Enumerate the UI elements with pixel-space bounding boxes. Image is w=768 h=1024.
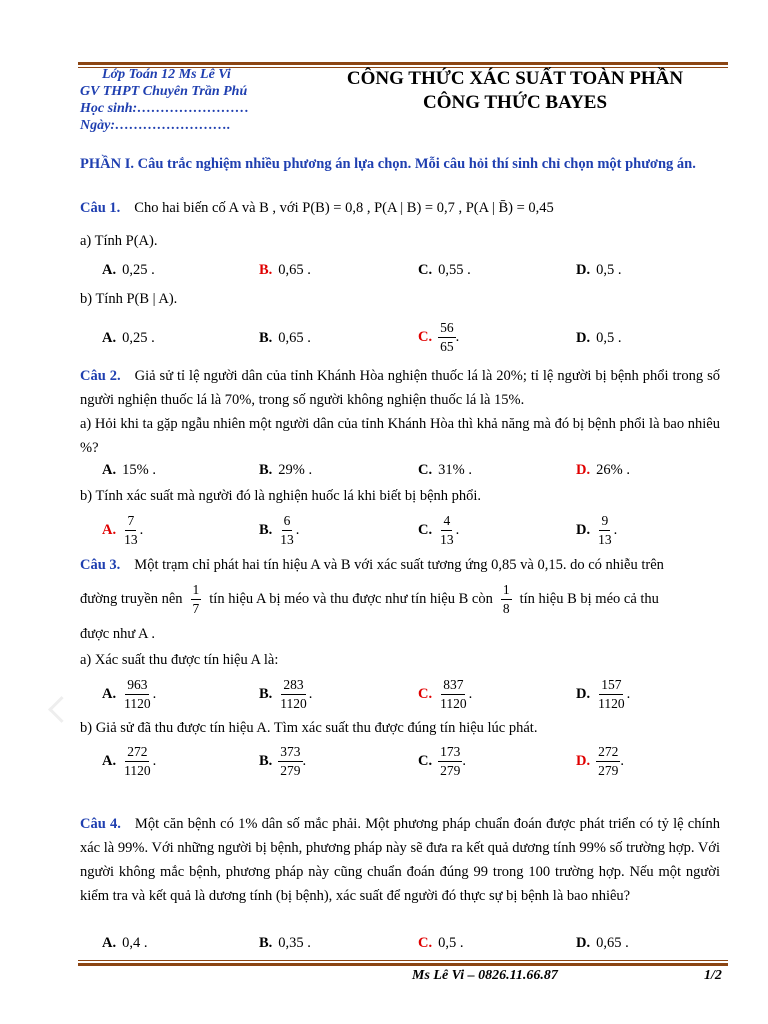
q3-line1: Một trạm chỉ phát hai tín hiệu A và B với xác suất tương ứng 0,85 và 0,15. do có nhiễu trên xyxy=(134,557,664,573)
numerator: 4 xyxy=(441,513,452,531)
top-rule-thick xyxy=(78,62,728,65)
option-value: 0,65 . xyxy=(278,330,311,346)
q1a-option-a[interactable] xyxy=(102,262,155,279)
numerator: 1 xyxy=(191,582,202,600)
q2a-option-a[interactable] xyxy=(102,462,156,479)
q3a-option-c[interactable]: C. $\frac{837}{1120}$ . xyxy=(418,677,473,711)
denominator: 13 xyxy=(280,532,294,547)
q2-stem xyxy=(80,364,720,412)
q3a-option-b[interactable]: B. $\frac{283}{1120}$ . xyxy=(259,677,313,711)
denominator: 1120 xyxy=(280,696,307,711)
letter: B. xyxy=(259,330,273,346)
q4-option-c[interactable] xyxy=(418,935,463,952)
q2b-option-a[interactable]: A. $\frac{7}{13}$ . xyxy=(102,513,144,547)
fraction xyxy=(596,677,627,712)
letter: B. xyxy=(259,753,273,769)
letter: D. xyxy=(576,462,591,478)
fraction xyxy=(122,677,153,712)
letter: D. xyxy=(576,935,591,951)
q4-text: Một căn bệnh có 1% dân số mắc phải. Một phương pháp chuẩn đoán được phát triển có tỷ lệ chính xác là 99%. Với những người bị bệnh, phương pháp này sẽ đưa ra kết quả dương tính 99% số trường hợp. Với người không mắc bệnh, phương pháp này cũng chuẩn đoán đúng 99 trong 100 trường hợp. Nếu một người kiểm tra và kết quả là dương tính (bị bệnh), xác suất để người đó thực sự bị bệnh là bao nhiêu? xyxy=(80,816,720,904)
option-value: 0,35 . xyxy=(278,935,311,951)
q4-option-a[interactable] xyxy=(102,935,147,952)
footer-author: Ms Lê Vi – 0826.11.66.87 xyxy=(412,968,558,983)
q4-option-b[interactable] xyxy=(259,935,311,952)
option-value: 0,25 . xyxy=(122,330,155,346)
q2-text: Giả sử tỉ lệ người dân của tỉnh Khánh Hòa nghiện thuốc lá là 20%; tỉ lệ người bị bệnh phổi trong số người nghiện thuốc lá là 70%, trong số người không nghiện thuốc lá là 15%. xyxy=(80,368,720,408)
q1b-option-d[interactable] xyxy=(576,330,621,347)
q1-stem xyxy=(80,200,554,217)
q2b-prompt: b) Tính xác suất mà người đó là nghiện huốc lá khi biết bị bệnh phổi. xyxy=(80,488,482,504)
fraction xyxy=(278,744,302,779)
numerator: 56 xyxy=(438,320,456,338)
denominator: 13 xyxy=(124,532,138,547)
q2a-prompt: a) Hỏi khi ta gặp ngẫu nhiên một người dân của tỉnh Khánh Hòa thì khả năng mà đó bị bệnh phổi là bao nhiêu %? xyxy=(80,416,720,456)
letter: A. xyxy=(102,330,117,346)
letter: C. xyxy=(418,522,433,538)
q1-text: Cho hai biến cố A và B , với P(B) = 0,8 , P(A | B) = 0,7 , P(A | B̄) = 0,45 xyxy=(134,200,554,216)
letter: A. xyxy=(102,462,117,478)
class-line: Lớp Toán 12 Ms Lê Vi xyxy=(102,67,231,82)
denominator: 279 xyxy=(598,763,619,778)
fraction xyxy=(596,513,614,548)
fraction xyxy=(596,744,620,779)
numerator: 157 xyxy=(599,677,623,695)
q1b-option-b[interactable] xyxy=(259,330,311,347)
letter: D. xyxy=(576,330,591,346)
q3-stem-line3: được như A . xyxy=(80,626,155,642)
fraction-one-eighth xyxy=(501,582,512,617)
q1a-prompt: a) Tính P(A). xyxy=(80,233,158,249)
numerator: 9 xyxy=(599,513,610,531)
fraction xyxy=(122,744,153,779)
title-line-1: CÔNG THỨC XÁC SUẤT TOÀN PHẦN xyxy=(346,68,684,89)
letter: C. xyxy=(418,686,433,702)
letter: B. xyxy=(259,262,273,278)
letter: B. xyxy=(259,462,273,478)
q3b-option-d[interactable]: D. $\frac{272}{279}$ . xyxy=(576,744,624,778)
q3b-prompt: b) Giả sử đã thu được tín hiệu A. Tìm xác suất thu được đúng tín hiệu lúc phát. xyxy=(80,720,538,736)
letter: C. xyxy=(418,462,433,478)
option-value: 0,5 . xyxy=(596,262,622,278)
denominator: 279 xyxy=(280,763,301,778)
watermark-mark xyxy=(48,696,75,723)
date-line: Ngày:……………………. xyxy=(80,118,231,133)
fraction xyxy=(278,677,309,712)
letter: A. xyxy=(102,522,117,538)
q1a-option-c[interactable] xyxy=(418,262,471,279)
numerator: 7 xyxy=(125,513,136,531)
q2-label: Câu 2. xyxy=(80,368,121,384)
numerator: 173 xyxy=(438,744,462,762)
letter: B. xyxy=(259,686,273,702)
letter: B. xyxy=(259,522,273,538)
bottom-rule-thin xyxy=(78,960,728,961)
fraction xyxy=(438,744,462,779)
fraction xyxy=(438,677,469,712)
fraction-one-seventh xyxy=(191,582,202,617)
q1a-option-d[interactable] xyxy=(576,262,621,279)
numerator: 272 xyxy=(125,744,149,762)
q3-label: Câu 3. xyxy=(80,557,121,573)
student-line: Học sinh:…………………… xyxy=(80,101,250,116)
letter: A. xyxy=(102,262,117,278)
option-value: 0,65 . xyxy=(278,262,311,278)
letter: C. xyxy=(418,753,433,769)
q1b-option-a[interactable] xyxy=(102,330,155,347)
numerator: 837 xyxy=(441,677,465,695)
numerator: 283 xyxy=(281,677,305,695)
q2b-option-d[interactable]: D. $\frac{9}{13}$ . xyxy=(576,513,618,547)
q2a-option-b[interactable] xyxy=(259,462,312,479)
q4-option-d[interactable] xyxy=(576,935,629,952)
numerator: 1 xyxy=(501,582,512,600)
letter: A. xyxy=(102,753,117,769)
denominator: 8 xyxy=(502,601,510,616)
letter: A. xyxy=(102,935,117,951)
option-value: 0,4 . xyxy=(122,935,148,951)
q3-line2c: tín hiệu B bị méo cả thu xyxy=(519,591,659,607)
letter: C. xyxy=(418,935,433,951)
numerator: 272 xyxy=(596,744,620,762)
q3-line2b: tín hiệu A bị méo và thu được như tín hiệu B còn xyxy=(209,591,493,607)
q2b-option-b[interactable]: B. $\frac{6}{13}$ . xyxy=(259,513,300,547)
denominator: 1120 xyxy=(598,696,625,711)
q1-label: Câu 1. xyxy=(80,200,121,216)
numerator: 6 xyxy=(282,513,293,531)
q2a-option-c[interactable] xyxy=(418,462,472,479)
letter: B. xyxy=(259,935,273,951)
q3-stem-line2 xyxy=(80,582,659,617)
option-value: 0,55 . xyxy=(438,262,471,278)
numerator: 963 xyxy=(125,677,149,695)
q3-line2a: đường truyền nên xyxy=(80,591,183,607)
numerator: 373 xyxy=(278,744,302,762)
header-info xyxy=(80,66,300,134)
denominator: 279 xyxy=(440,763,461,778)
option-value: 0,5 . xyxy=(438,935,464,951)
q3a-option-d[interactable]: D. $\frac{157}{1120}$ . xyxy=(576,677,631,711)
letter: C. xyxy=(418,329,433,345)
option-value: 0,5 . xyxy=(596,330,622,346)
denominator: 1120 xyxy=(124,696,151,711)
denominator: 1120 xyxy=(124,763,151,778)
footer-page: 1/2 xyxy=(704,968,722,983)
q4-stem xyxy=(80,812,720,908)
fraction xyxy=(122,513,140,548)
section-heading: PHẦN I. Câu trắc nghiệm nhiều phương án lựa chọn. Mỗi câu hỏi thí sinh chỉ chọn một phương án. xyxy=(80,156,696,172)
letter: D. xyxy=(576,522,591,538)
denominator: 1120 xyxy=(440,696,467,711)
option-value: 0,25 . xyxy=(122,262,155,278)
option-value: 29% . xyxy=(278,462,313,478)
letter: A. xyxy=(102,686,117,702)
denominator: 13 xyxy=(440,532,454,547)
q3b-option-b[interactable]: B. $\frac{373}{279}$ . xyxy=(259,744,307,778)
letter: D. xyxy=(576,753,591,769)
q3-stem-line1 xyxy=(80,557,664,574)
denominator: 65 xyxy=(440,339,454,354)
letter: D. xyxy=(576,686,591,702)
q3a-prompt: a) Xác suất thu được tín hiệu A là: xyxy=(80,652,279,668)
q1a-option-b[interactable] xyxy=(259,262,311,279)
q1b-prompt: b) Tính P(B | A). xyxy=(80,291,178,307)
q1b-option-c[interactable]: C. $\frac{56}{65}$ . xyxy=(418,320,460,354)
option-value: 31% . xyxy=(438,462,472,478)
option-value: 26% . xyxy=(596,462,630,478)
q3b-option-a[interactable]: A. $\frac{272}{1120}$ . xyxy=(102,744,157,778)
bottom-rule-thick xyxy=(78,963,728,966)
option-value: 15% . xyxy=(122,462,156,478)
school-line: GV THPT Chuyên Trần Phú xyxy=(80,84,248,99)
q3b-option-c[interactable]: C. $\frac{173}{279}$ . xyxy=(418,744,466,778)
fraction xyxy=(438,513,456,548)
option-value: 0,65 . xyxy=(596,935,629,951)
letter: D. xyxy=(576,262,591,278)
q3a-option-a[interactable]: A. $\frac{963}{1120}$ . xyxy=(102,677,157,711)
denominator: 13 xyxy=(598,532,612,547)
letter: C. xyxy=(418,262,433,278)
q2b-option-c[interactable]: C. $\frac{4}{13}$ . xyxy=(418,513,460,547)
title-line-2: CÔNG THỨC BAYES xyxy=(422,92,608,113)
q4-label: Câu 4. xyxy=(80,816,121,832)
fraction xyxy=(278,513,296,548)
fraction xyxy=(438,320,456,355)
denominator: 7 xyxy=(192,601,200,616)
q2a-option-d[interactable] xyxy=(576,462,630,479)
